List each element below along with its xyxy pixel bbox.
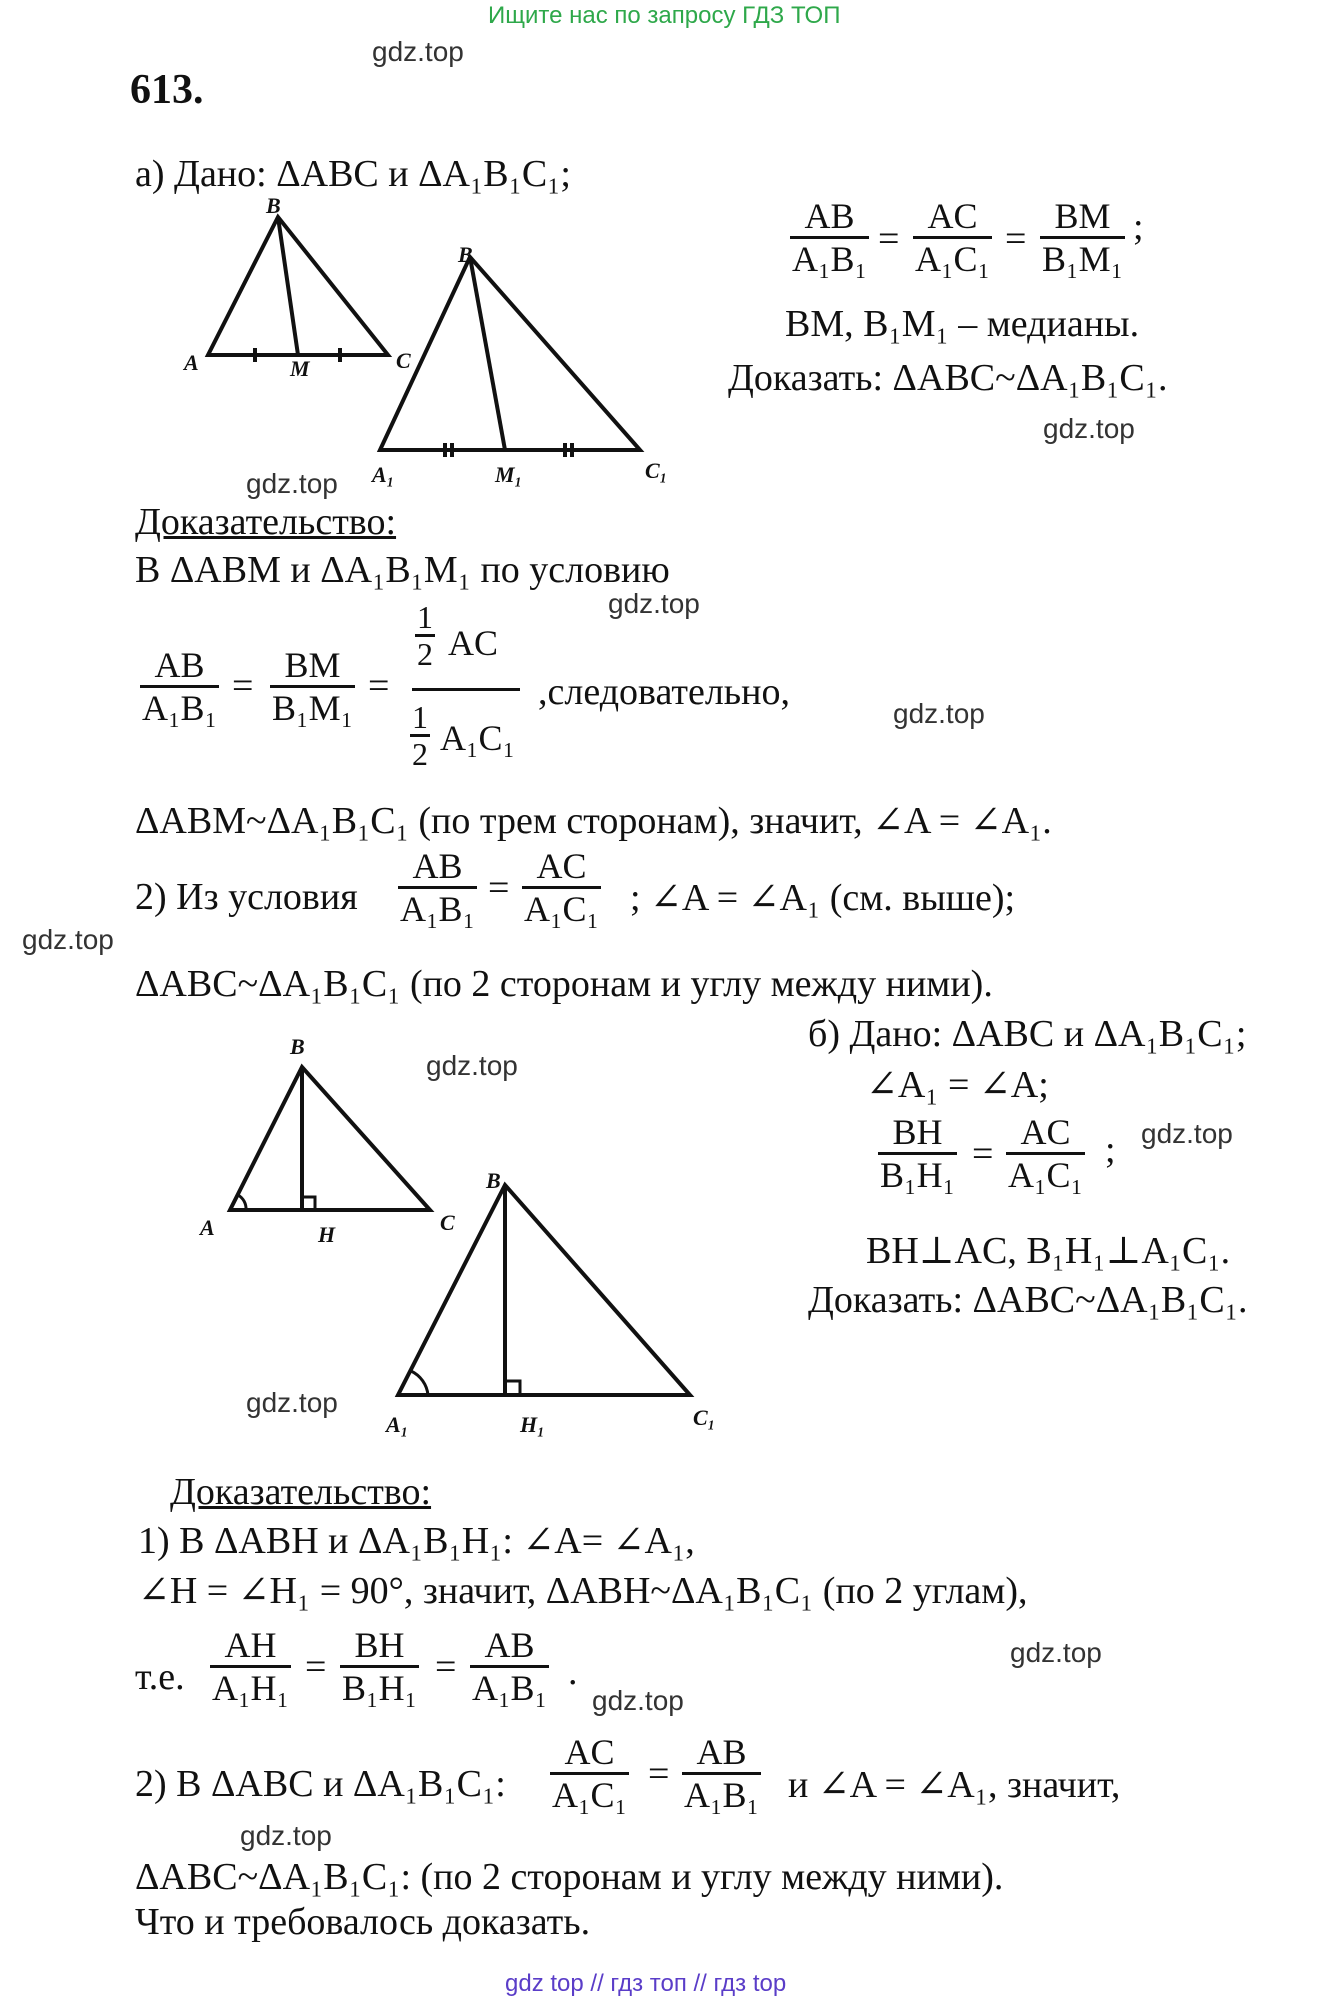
part-a-proof-line2: ΔABM~ΔA₁B₁C₁ (по трем сторонам), значит, ∠A = ∠A₁.: [135, 800, 1052, 842]
part-b-prove: Доказать: ΔABC~ΔA₁B₁C₁.: [808, 1279, 1248, 1321]
part-a-given: а) Дано: ΔABC и ΔA₁B₁C₁;: [135, 153, 571, 195]
equals-sign: =: [305, 1646, 327, 1688]
watermark: gdz.top: [592, 1685, 684, 1716]
equals-sign: =: [1005, 218, 1027, 260]
fraction-ab-a1b1: $\frac{AB}{\text{A₁B₁}}$: [792, 196, 868, 279]
fraction-ab-a1b1: $\frac{AB}{\text{A₁B₁}}$: [142, 645, 218, 728]
part-b-given: б) Дано: ΔABC и ΔA₁B₁C₁;: [808, 1013, 1247, 1055]
equals-sign: =: [878, 218, 900, 260]
semicolon: ;: [1133, 206, 1144, 248]
term-a1c1: A₁C₁: [440, 718, 516, 758]
equals-sign: =: [435, 1646, 457, 1688]
equals-sign: =: [368, 665, 390, 707]
footer-links[interactable]: gdz top // гдз топ // гдз top: [505, 1970, 787, 1997]
part-b-line1: 1) В ΔABH и ΔA₁B₁H₁: ∠A= ∠A₁,: [138, 1520, 695, 1562]
triangle-abc: [230, 1067, 430, 1210]
vertex-label-c1: C₁: [645, 458, 668, 483]
part-b-proof-heading: Доказательство:: [170, 1471, 432, 1513]
triangle-a1b1c1: [380, 257, 640, 450]
vertex-label-a1: A₁: [372, 462, 395, 487]
vertex-label-a1: A₁: [386, 1412, 409, 1437]
part-b-conclusion: ΔABC~ΔA₁B₁C₁: (по 2 сторонам и углу между ними).: [135, 1856, 1004, 1898]
right-angle-mark: [505, 1381, 520, 1395]
watermark: gdz.top: [1141, 1118, 1233, 1149]
header-search-hint[interactable]: Ищите нас по запросу ГДЗ ТОП: [488, 2, 841, 29]
watermark: gdz.top: [372, 36, 464, 67]
watermark: gdz.top: [608, 588, 700, 619]
part-b-angle-eq: ∠A₁ = ∠A;: [866, 1064, 1049, 1106]
fraction-bm-b1m1: $\frac{BM}{\text{B₁M₁}}$: [272, 645, 354, 728]
fraction-bh-b1h1: $\frac{BH}{\text{B₁H₁}}$: [342, 1625, 418, 1708]
main-fraction-bar: [412, 688, 520, 691]
watermark: gdz.top: [22, 924, 114, 955]
watermark: gdz.top: [246, 1387, 338, 1418]
vertex-label-b1: B: [486, 1168, 501, 1193]
fraction-ac-a1c1: $\frac{AC}{\text{A₁C₁}}$: [1008, 1112, 1084, 1195]
vertex-label-a: A: [200, 1215, 215, 1240]
vertex-label-b: B: [266, 193, 281, 218]
period: .: [568, 1651, 578, 1693]
watermark: gdz.top: [246, 468, 338, 499]
fraction-ab-a1b1: $\frac{AB}{\text{A₁B₁}}$: [684, 1732, 760, 1815]
part-b-perpendicular: BH⊥AC, B₁H₁⊥A₁C₁.: [866, 1230, 1231, 1272]
vertex-label-c: C: [396, 348, 411, 373]
equals-sign: =: [488, 867, 510, 909]
vertex-label-m1: M₁: [495, 462, 523, 487]
fraction-bh-b1h1: $\frac{BH}{\text{B₁H₁}}$: [880, 1112, 956, 1195]
vertex-label-h: H: [318, 1222, 336, 1247]
equals-sign: =: [648, 1753, 670, 1795]
fraction-bm-b1m1: $\frac{BM}{\text{B₁M₁}}$: [1042, 196, 1124, 279]
watermark: gdz.top: [426, 1050, 518, 1081]
watermark: gdz.top: [1043, 413, 1135, 444]
fraction-ac-a1c1: $\frac{AC}{\text{A₁C₁}}$: [552, 1732, 628, 1815]
part-a-proof-line1: В ΔABM и ΔA₁B₁M₁ по условию: [135, 549, 670, 591]
watermark: gdz.top: [893, 698, 985, 729]
watermark: gdz.top: [240, 1820, 332, 1851]
vertex-label-m: M: [290, 356, 310, 381]
vertex-label-b: B: [290, 1034, 305, 1059]
part-a-step2-prefix: 2) Из условия: [135, 876, 358, 918]
problem-number: 613.: [130, 67, 204, 113]
part-a-prove: Доказать: ΔABC~ΔA₁B₁C₁.: [728, 357, 1168, 399]
semicolon: ;: [1105, 1129, 1116, 1171]
fraction-ab-a1b1: $\frac{AB}{\text{A₁B₁}}$: [472, 1625, 548, 1708]
watermark: gdz.top: [1010, 1637, 1102, 1668]
part-a-triangles-figure: [180, 195, 680, 485]
part-b-step2-suffix: и ∠A = ∠A₁, значит,: [788, 1764, 1121, 1806]
equals-sign: =: [232, 665, 254, 707]
fraction-ac-a1c1: $\frac{AC}{\text{A₁C₁}}$: [524, 846, 600, 929]
part-b-qed: Что и требовалось доказать.: [135, 1901, 591, 1943]
median-b1m1: [470, 257, 505, 450]
part-b-triangles-figure: [190, 1045, 720, 1435]
vertex-label-b1: B: [458, 242, 473, 267]
part-b-line2: ∠H = ∠H₁ = 90°, значит, ΔABH~ΔA₁B₁C₁ (по 2 углам),: [138, 1570, 1028, 1612]
vertex-label-c1: C₁: [693, 1405, 716, 1430]
part-a-step2-conclusion: ΔABC~ΔA₁B₁C₁ (по 2 сторонам и углу между ними).: [135, 963, 993, 1005]
part-b-step2-prefix: 2) В ΔABC и ΔA₁B₁C₁:: [135, 1763, 506, 1805]
vertex-label-h1: H₁: [520, 1412, 545, 1437]
equals-sign: =: [972, 1133, 994, 1175]
angle-arc-a: [238, 1195, 246, 1210]
angle-arc-a1: [411, 1371, 428, 1395]
fraction-one-half: $\frac{1}{2}$: [412, 699, 428, 772]
fraction-ac-a1c1: $\frac{AC}{\text{A₁C₁}}$: [915, 196, 991, 279]
vertex-label-a: A: [184, 350, 199, 375]
part-a-step2-suffix: ; ∠A = ∠A₁ (см. выше);: [630, 877, 1016, 919]
part-a-proof-heading: Доказательство:: [135, 501, 397, 543]
part-b-te: т.е.: [135, 1656, 185, 1698]
term-ac: AC: [448, 623, 499, 663]
part-a-medians: BM, B₁M₁ – медианы.: [785, 303, 1140, 345]
fraction-ab-a1b1: $\frac{AB}{\text{A₁B₁}}$: [400, 846, 476, 929]
fraction-one-half: $\frac{1}{2}$: [417, 599, 433, 672]
triangle-abc: [208, 217, 388, 355]
vertex-label-c: C: [440, 1210, 455, 1235]
fraction-ah-a1h1: $\frac{AH}{\text{A₁H₁}}$: [212, 1625, 290, 1708]
part-a-consequently: ,следовательно,: [538, 671, 790, 713]
